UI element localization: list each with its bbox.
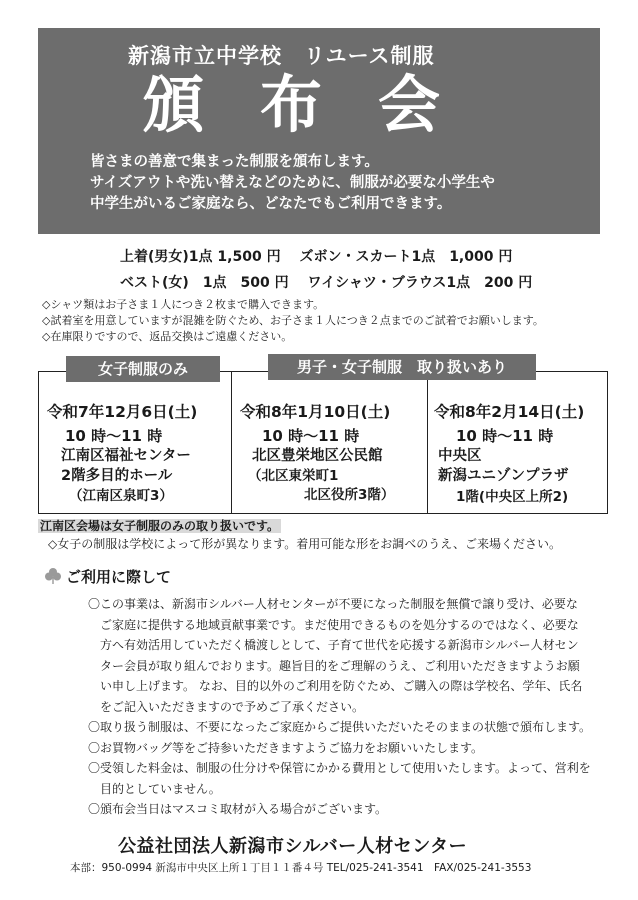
venue-time: 10 時～11 時	[65, 427, 163, 445]
banner-description	[90, 152, 495, 215]
venue-kounan	[39, 372, 231, 513]
tag-girls-only: 女子制服のみ	[66, 356, 220, 382]
venue-address	[248, 467, 394, 505]
usage-line: 目的としていません。	[100, 781, 221, 796]
venue-place-line: 中央区	[438, 448, 482, 464]
banner-desc-line: 皆さまの善意で集まった制服を頒布します。	[90, 154, 379, 170]
venue-address-line: 1階(中央区上所2)	[456, 489, 569, 505]
venue-time: 10 時～11 時	[262, 427, 360, 445]
header-banner	[38, 28, 600, 234]
venue-address	[456, 488, 568, 507]
note-line: ◇シャツ類はお子さま１人につき２枚まで購入できます。	[42, 298, 325, 311]
venue-address	[69, 487, 173, 506]
uniform-shape-note: ◇女子の制服は学校によって形が異なります。着用可能な形をお調べのうえ、ご来場ください。	[48, 537, 561, 551]
kounan-notice: 江南区会場は女子制服のみの取り扱いです。	[40, 519, 280, 533]
venue-date: 令和8年1月10日(土)	[240, 403, 391, 421]
price-row	[120, 270, 532, 296]
note-line: ◇試着室を用意していますが混雑を防ぐため、お子さま１人につき２点までのご試着でお願いします。	[42, 314, 544, 327]
venue-table	[38, 371, 608, 514]
banner-desc-line: サイズアウトや洗い替えなどのために、制服が必要な小学生や	[90, 175, 495, 191]
venue-time: 10 時～11 時	[456, 427, 554, 445]
venue-chuo	[427, 372, 606, 513]
purchase-notes	[42, 297, 622, 345]
venue-place	[61, 446, 191, 486]
venue-place	[252, 446, 383, 466]
usage-heading-text: ご利用に際して	[66, 568, 172, 586]
note-line: ◇在庫限りですので、返品交換はご遠慮ください。	[42, 330, 293, 343]
venue-address-line: （北区東栄町1	[248, 468, 339, 484]
price-item: ズボン・スカート1点 1,000 円	[299, 249, 513, 265]
usage-line: 〇頒布会当日はマスコミ取材が入る場合がございます。	[88, 802, 388, 816]
usage-line: 〇お買物バッグ等をご持参いただきますようご協力をお願いいたします。	[88, 740, 484, 755]
tag-boys-and-girls: 男子・女子制服 取り扱いあり	[268, 354, 536, 380]
venue-place-line: 江南区福祉センター	[61, 448, 191, 464]
price-item: ワイシャツ・ブラウス1点 200 円	[307, 275, 533, 291]
usage-line: 方へ有効活用していただく橋渡しとして、子育て世代を応援する新潟市シルバー人材セン	[100, 638, 579, 652]
price-item: 上着(男女)1点 1,500 円	[120, 249, 281, 265]
banner-title: 頒布会	[142, 68, 497, 141]
usage-line: 〇受領した料金は、制服の仕分けや保管にかかる費用として使用いたします。よって、営利を	[88, 761, 591, 775]
venue-kita	[231, 372, 427, 513]
venue-date: 令和8年2月14日(土)	[434, 403, 585, 421]
price-list	[120, 244, 532, 296]
price-item: ベスト(女) 1点 500 円	[120, 275, 289, 291]
usage-line: い申し上げます。 なお、目的以外のご利用を防ぐため、ご購入の際は学校名、学年、氏名	[100, 679, 583, 693]
usage-line: ター会員が取り組んでおります。趣旨目的をご理解のうえ、ご利用いただきますようお願	[100, 658, 580, 673]
venue-place-line: 新潟ユニゾンプラザ	[438, 468, 569, 484]
usage-heading	[44, 566, 171, 587]
banner-subtitle: 新潟市立中学校 リユース制服	[128, 44, 435, 68]
usage-list	[88, 594, 618, 820]
venue-address-line: （江南区泉町3）	[69, 488, 173, 504]
venue-notes	[38, 517, 561, 553]
usage-line: をご記入いただきますので予めご了承ください。	[100, 699, 365, 714]
usage-line: 〇この事業は、新潟市シルバー人材センターが不要になった制服を無償で譲り受け、必要な	[88, 597, 578, 611]
organization-address: 本部：950-0994 新潟市中央区上所１丁目１１番４号 TEL/025-241-3541 FAX/025-241-3553	[70, 862, 532, 874]
usage-line: 〇取り扱う制服は、不要になったご家庭からご提供いただいたそのままの状態で頒布します。	[88, 720, 592, 734]
venue-place-line: 2階多目的ホール	[61, 468, 173, 484]
venue-date: 令和7年12月6日(土)	[47, 403, 198, 421]
usage-line: ご家庭に提供する地域貢献事業です。まだ使用できるものを処分するのではなく、必要な	[100, 617, 579, 632]
venue-place	[438, 446, 569, 486]
venue-address-line: 北区役所3階）	[304, 487, 395, 503]
price-row	[120, 244, 532, 270]
organization-name: 公益社団法人新潟市シルバー人材センター	[118, 836, 468, 857]
venue-place-line: 北区豊栄地区公民館	[252, 448, 383, 464]
banner-desc-line: 中学生がいるご家庭なら、どなたでもご利用できます。	[90, 196, 452, 212]
clover-icon	[44, 567, 62, 585]
